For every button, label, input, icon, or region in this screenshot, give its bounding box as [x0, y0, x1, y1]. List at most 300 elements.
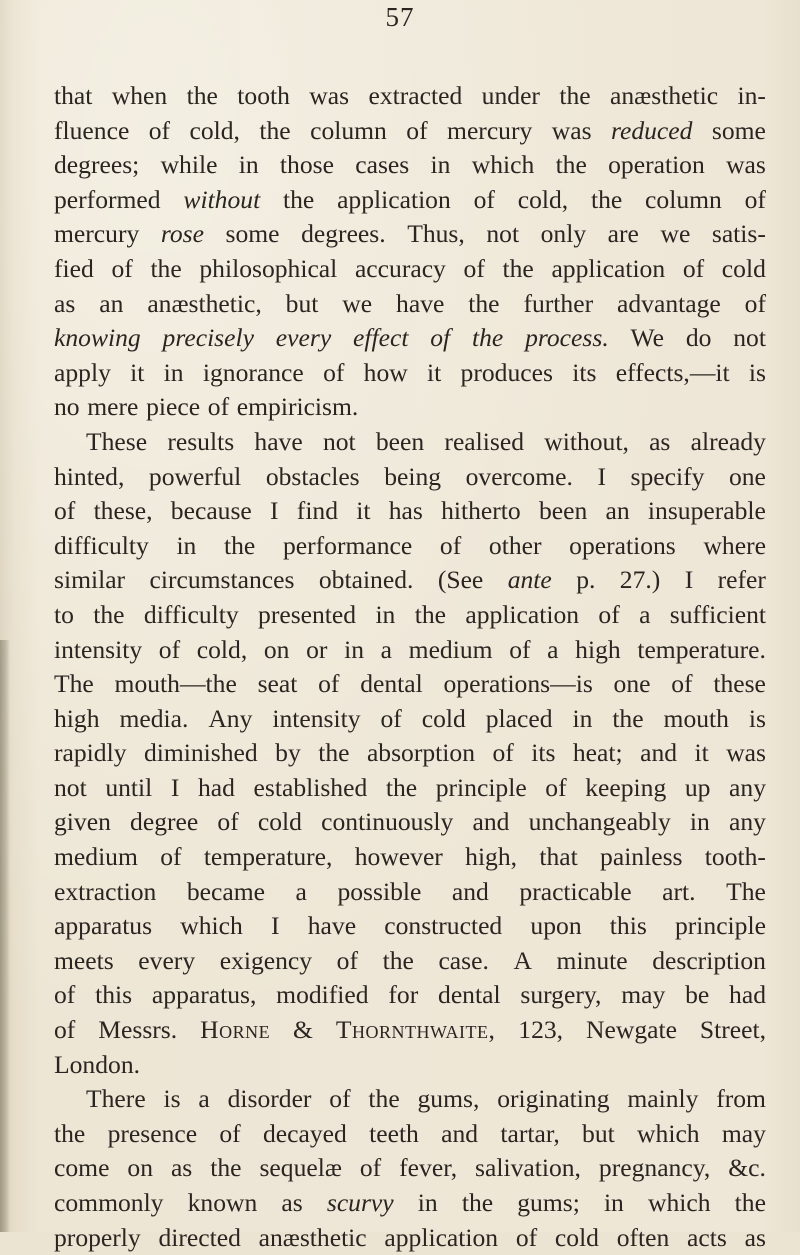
text-line	[54, 840, 766, 875]
word: tooth-	[704, 842, 766, 872]
word: mercury	[447, 115, 533, 145]
word: meets	[54, 945, 114, 975]
word: Messrs.	[98, 1015, 178, 1045]
word: the	[210, 1153, 242, 1183]
word: temperature,	[203, 842, 333, 872]
word: every	[138, 945, 196, 975]
word: description	[652, 945, 766, 975]
word: application	[337, 184, 451, 214]
word: this	[609, 911, 647, 941]
word: any	[729, 807, 766, 837]
word: produces	[460, 357, 553, 387]
word: cold	[554, 1222, 599, 1252]
word: that	[54, 81, 93, 110]
word: was	[309, 81, 350, 110]
word: mouth—the	[114, 669, 237, 699]
word: because	[170, 496, 252, 526]
word: in	[163, 357, 184, 387]
word: other	[488, 530, 542, 560]
word: without,	[544, 426, 629, 456]
word: degrees.	[301, 219, 386, 249]
word: principle	[435, 772, 527, 802]
word: anæsthetic	[258, 1222, 367, 1252]
word: was	[551, 115, 592, 145]
word: may	[721, 1118, 766, 1148]
word: its	[531, 738, 556, 768]
word: be	[685, 980, 710, 1010]
word: not	[322, 426, 356, 456]
word: any	[729, 772, 766, 802]
word: the	[468, 288, 500, 318]
word: media.	[119, 703, 189, 733]
word: known	[187, 1188, 258, 1217]
binding-shadow	[0, 640, 10, 1232]
text-line	[54, 805, 766, 840]
word: this	[95, 980, 133, 1010]
word: some	[711, 115, 766, 145]
word: we	[660, 219, 691, 249]
word: degrees;	[54, 150, 140, 180]
word: possible	[337, 876, 422, 906]
word: of	[430, 323, 451, 353]
word: intensity	[54, 634, 143, 664]
word: Thus,	[407, 219, 465, 249]
word: These	[86, 426, 148, 456]
word: of	[158, 634, 181, 664]
word: but	[285, 288, 319, 318]
word: teeth	[369, 1118, 419, 1148]
body-text	[54, 79, 766, 1255]
word: anæsthetic,	[147, 288, 262, 318]
word: ante	[507, 565, 552, 595]
word: already	[690, 426, 766, 456]
text-line	[54, 909, 766, 944]
word: which	[180, 911, 243, 941]
word: not	[733, 323, 766, 353]
word: seat	[257, 669, 298, 699]
word: sufficient	[669, 599, 766, 629]
word: of	[318, 669, 340, 699]
word: it	[356, 496, 371, 526]
word: tartar,	[500, 1118, 560, 1148]
word: to	[54, 599, 74, 629]
word: Horne	[200, 1015, 271, 1045]
text-line	[54, 183, 766, 218]
word: while	[160, 150, 218, 180]
word: the	[414, 599, 446, 629]
word: temperature.	[637, 634, 766, 664]
word: cold	[421, 703, 466, 733]
word: of	[439, 530, 462, 560]
page-number: 57	[385, 2, 415, 32]
word: results	[167, 426, 235, 456]
word: ignorance	[202, 357, 304, 387]
text-line	[54, 875, 766, 910]
word: it	[427, 357, 442, 387]
word: have	[396, 288, 445, 318]
word: those	[279, 150, 334, 180]
text-line	[54, 529, 766, 564]
word: is	[748, 357, 766, 387]
word: advantage	[617, 288, 721, 318]
word: the	[590, 184, 623, 214]
text-line	[54, 460, 766, 495]
word: satis-	[711, 219, 766, 249]
word: high,	[465, 842, 518, 872]
word: of	[744, 184, 766, 214]
word: in	[417, 1188, 438, 1217]
word: medium	[408, 634, 493, 664]
word: of	[598, 599, 620, 629]
word: was	[726, 738, 766, 768]
word: presented	[258, 599, 357, 629]
word: 27.)	[619, 565, 661, 595]
word: pregnancy,	[598, 1153, 711, 1183]
word: is	[748, 703, 766, 733]
word: one	[613, 669, 651, 699]
word: no	[54, 392, 80, 422]
word: on	[127, 1153, 153, 1183]
word: piece	[146, 392, 201, 422]
word: reduced	[610, 115, 693, 145]
word: a	[295, 876, 307, 906]
word: extracted	[368, 81, 463, 110]
word: similar	[54, 565, 126, 595]
word: which	[471, 150, 535, 180]
word: I	[597, 461, 606, 491]
word: refer	[717, 565, 766, 595]
word: upon	[530, 911, 582, 941]
word: Newgate	[586, 1015, 677, 1045]
word: application	[465, 599, 580, 629]
word: these,	[93, 496, 153, 526]
word: rapidly	[54, 738, 127, 768]
word: I	[170, 772, 180, 802]
word: the	[224, 530, 256, 560]
word: or	[306, 634, 328, 664]
word: art.	[662, 876, 696, 906]
word: was	[726, 150, 766, 180]
word: of	[473, 184, 495, 214]
word: in	[176, 530, 197, 560]
text-line	[54, 702, 766, 737]
word: been	[375, 426, 425, 456]
word: apparatus,	[151, 980, 257, 1010]
word: operations—is	[443, 669, 593, 699]
word: further	[523, 288, 594, 318]
word: without	[183, 184, 261, 214]
word: the	[734, 1188, 766, 1217]
word: originating	[497, 1084, 610, 1114]
text-line	[54, 494, 766, 529]
word: performance	[282, 530, 413, 560]
word: in	[238, 150, 259, 180]
word: it	[130, 357, 145, 387]
word: fever,	[399, 1153, 458, 1183]
word: have	[254, 426, 303, 456]
word: dental	[438, 980, 501, 1010]
word: anæsthetic	[610, 81, 719, 110]
word: placed	[485, 703, 553, 733]
word: precisely	[162, 323, 254, 353]
text-line	[54, 148, 766, 183]
text-line	[54, 79, 766, 114]
text-line	[54, 390, 766, 425]
word: which	[637, 1118, 700, 1148]
word: some	[225, 219, 280, 249]
text-line	[54, 667, 766, 702]
word: a	[198, 1084, 210, 1114]
word: cold,	[189, 115, 240, 145]
word: is	[163, 1084, 181, 1114]
word: intensity	[272, 703, 361, 733]
word: the	[186, 81, 218, 110]
word: until	[105, 772, 153, 802]
word: in	[375, 599, 396, 629]
text-line	[54, 1013, 766, 1048]
word: knowing	[54, 323, 141, 353]
text-line	[54, 1048, 766, 1083]
word: established	[253, 772, 368, 802]
word: continuously	[321, 807, 454, 837]
word: operation	[608, 150, 705, 180]
word: these	[713, 669, 766, 699]
word: absorption	[366, 738, 475, 768]
word: cold,	[517, 184, 569, 214]
word: unchangeably	[528, 807, 671, 837]
word: in	[430, 150, 451, 180]
word: circumstances	[149, 565, 295, 595]
word: effects,—it	[615, 357, 730, 387]
word: the	[93, 599, 125, 629]
text-line	[54, 598, 766, 633]
word: the	[382, 945, 414, 975]
word: modified	[276, 980, 369, 1010]
text-line	[54, 114, 766, 149]
word: painless	[600, 842, 683, 872]
word: of	[54, 1015, 76, 1045]
word: The	[54, 669, 94, 699]
word: the	[368, 1084, 400, 1114]
word: only	[540, 219, 587, 249]
word: and	[441, 1118, 479, 1148]
text-line	[54, 978, 766, 1013]
word: of	[509, 634, 531, 664]
text-line	[54, 217, 766, 252]
word: have	[307, 911, 357, 941]
word: disorder	[227, 1084, 312, 1114]
text-line	[54, 1117, 766, 1152]
word: obstacles	[265, 461, 360, 491]
word: as	[649, 426, 671, 456]
word: the	[502, 253, 534, 283]
word: Thornthwaite,	[335, 1015, 496, 1045]
text-line	[54, 287, 766, 322]
word: given	[54, 807, 111, 837]
word: as	[744, 1222, 766, 1252]
word: application	[551, 253, 666, 283]
word: under	[481, 81, 540, 110]
word: has	[388, 496, 423, 526]
text-line	[54, 771, 766, 806]
word: column	[645, 184, 722, 214]
word: that	[539, 842, 578, 872]
word: cold	[721, 253, 766, 283]
word: as	[281, 1188, 303, 1217]
word: of	[217, 807, 239, 837]
word: the	[385, 772, 418, 802]
word: apparatus	[54, 911, 153, 941]
word: philosophical	[199, 253, 338, 283]
word: when	[111, 81, 168, 110]
word: high	[54, 703, 100, 733]
word: powerful	[148, 461, 242, 491]
word: The	[726, 876, 766, 906]
word: insuperable	[647, 496, 766, 526]
word: tooth	[237, 81, 290, 110]
word: as	[170, 1153, 193, 1183]
text-line	[54, 563, 766, 598]
word: case.	[438, 945, 489, 975]
word: not	[486, 219, 520, 249]
word: often	[616, 1222, 670, 1252]
word: the	[150, 253, 182, 283]
word: one	[728, 461, 766, 491]
word: extraction	[54, 876, 157, 906]
word: how	[363, 357, 408, 387]
word: a	[639, 599, 651, 629]
word: accuracy	[354, 253, 446, 283]
word: fied	[54, 253, 94, 283]
word: process.	[525, 323, 609, 353]
word: (See	[437, 565, 484, 595]
word: the	[259, 115, 291, 145]
word: the	[282, 184, 315, 214]
word: of	[323, 357, 345, 387]
word: effect	[353, 323, 409, 353]
word: principle	[674, 911, 766, 941]
word: had	[197, 772, 235, 802]
word: operations	[569, 530, 676, 560]
word: London.	[54, 1049, 141, 1079]
word: of	[111, 253, 133, 283]
word: a	[547, 634, 559, 664]
word: of	[545, 772, 567, 802]
word: it	[694, 738, 709, 768]
word: We	[630, 323, 665, 353]
word: decayed	[262, 1118, 347, 1148]
word: apply	[54, 357, 111, 387]
word: empiricism.	[236, 392, 359, 422]
word: practicable	[519, 876, 632, 906]
word: p.	[576, 565, 596, 595]
word: heat;	[572, 738, 623, 768]
word: I	[684, 565, 694, 595]
word: Street,	[699, 1015, 766, 1045]
word: of	[359, 1153, 382, 1183]
word: and	[451, 876, 489, 906]
word: however	[354, 842, 443, 872]
word: of	[682, 253, 705, 283]
word: and	[472, 807, 510, 837]
word: mercury	[54, 219, 140, 249]
word: where	[703, 530, 766, 560]
word: had	[729, 980, 766, 1010]
word: difficulty	[54, 530, 149, 560]
word: difficulty	[143, 599, 239, 629]
word: medium	[54, 842, 138, 872]
word: I	[270, 496, 279, 526]
word: minute	[556, 945, 628, 975]
word: of	[54, 980, 76, 1010]
text-line	[54, 1221, 766, 1255]
word: of	[406, 115, 428, 145]
word: column	[310, 115, 387, 145]
word: a	[380, 634, 393, 664]
word: dental	[360, 669, 423, 699]
text-line	[54, 944, 766, 979]
word: commonly	[54, 1188, 164, 1217]
text-line	[54, 321, 766, 356]
text-line	[54, 356, 766, 391]
word: of	[207, 392, 230, 422]
word: performed	[54, 184, 161, 214]
word: A	[513, 945, 532, 975]
text-line	[54, 1151, 766, 1186]
word: cold,	[196, 634, 248, 664]
word: exigency	[219, 945, 313, 975]
word: sequelæ	[259, 1153, 342, 1183]
word: being	[384, 461, 442, 491]
word: of	[463, 253, 485, 283]
word: Any	[208, 703, 253, 733]
word: on	[263, 634, 290, 664]
word: every	[275, 323, 332, 353]
word: by	[275, 738, 301, 768]
word: obtained.	[318, 565, 414, 595]
word: of	[336, 945, 358, 975]
word: degree	[130, 807, 199, 837]
word: in	[603, 1188, 624, 1217]
word: diminished	[143, 738, 258, 768]
word: cold	[257, 807, 302, 837]
word: cases	[355, 150, 410, 180]
word: been	[538, 496, 588, 526]
word: mere	[87, 392, 139, 422]
word: of	[515, 1222, 538, 1252]
word: not	[54, 772, 87, 802]
word: overcome.	[465, 461, 573, 491]
word: of	[54, 496, 76, 526]
word: presence	[107, 1118, 198, 1148]
word: in-	[737, 81, 766, 110]
word: as	[54, 288, 76, 318]
word: mouth	[663, 703, 729, 733]
word: from	[716, 1084, 766, 1114]
word: come	[54, 1153, 110, 1183]
text-line	[54, 633, 766, 668]
word: the	[559, 81, 591, 110]
word: find	[296, 496, 339, 526]
text-line	[54, 1186, 766, 1221]
word: became	[186, 876, 266, 906]
word: we	[342, 288, 373, 318]
word: high	[575, 634, 621, 664]
text-line	[54, 425, 766, 460]
word: in	[572, 703, 593, 733]
word: specify	[630, 461, 705, 491]
word: of	[148, 115, 171, 145]
